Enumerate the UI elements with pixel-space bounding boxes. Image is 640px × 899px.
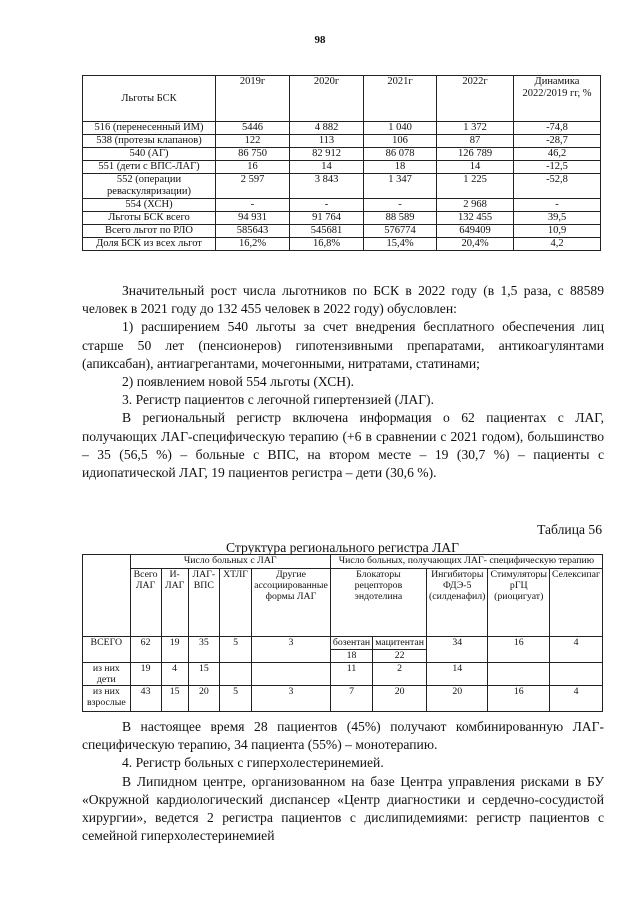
cell: 10,9 <box>514 225 601 238</box>
row-label: из них дети <box>83 663 131 686</box>
cell: 15 <box>188 663 219 686</box>
cell: 15,4% <box>364 238 437 251</box>
page-number: 98 <box>314 34 326 46</box>
cell: 576774 <box>364 225 437 238</box>
row-label: 552 (операции реваскуляризации) <box>83 174 216 199</box>
row-label: ВСЕГО <box>83 637 131 663</box>
row-label: Льготы БСК всего <box>83 212 216 225</box>
cell: 4,2 <box>514 238 601 251</box>
row-label: 551 (дети с ВПС-ЛАГ) <box>83 161 216 174</box>
cell: 106 <box>364 135 437 148</box>
col-header: ЛАГ-ВПС <box>188 569 219 637</box>
row-label: Всего льгот по РЛО <box>83 225 216 238</box>
cell: 5446 <box>216 122 290 135</box>
cell <box>488 663 550 686</box>
cell: -74,8 <box>514 122 601 135</box>
cell: 19 <box>161 637 188 663</box>
benefits-table <box>82 75 601 251</box>
cell: 16 <box>488 686 550 712</box>
cell: 126 789 <box>437 148 514 161</box>
cell: 132 455 <box>437 212 514 225</box>
col-header: Селексипаг <box>550 569 603 637</box>
table-header-row <box>83 76 601 122</box>
cell: 20 <box>373 686 427 712</box>
cell: -28,7 <box>514 135 601 148</box>
cell: -52,8 <box>514 174 601 199</box>
cell: -12,5 <box>514 161 601 174</box>
cell: 2 968 <box>437 199 514 212</box>
cell: 20 <box>427 686 488 712</box>
cell: 15 <box>161 686 188 712</box>
row-label: 516 (перенесенный ИМ) <box>83 122 216 135</box>
paragraph: Значительный рост числа льготников по БСК в 2022 году (в 1,5 раза, с 88589 человек в 2021 году до 132 455 человек в 2022 году) обусловлен: <box>82 283 604 317</box>
col-header: Всего ЛАГ <box>130 569 161 637</box>
cell: 4 <box>550 637 603 663</box>
blank-cell <box>83 555 131 637</box>
cell: 62 <box>130 637 161 663</box>
cell: 82 912 <box>290 148 364 161</box>
table-row <box>83 225 601 238</box>
cell: 16,2% <box>216 238 290 251</box>
paragraph: 2) появлением новой 554 льготы (ХСН). <box>122 374 355 390</box>
cell: 113 <box>290 135 364 148</box>
cell: 2 <box>373 663 427 686</box>
cell: 4 <box>550 686 603 712</box>
col-header: ХТЛГ <box>219 569 251 637</box>
col-header: Динамика 2022/2019 гг, % <box>514 76 601 122</box>
cell: 3 <box>252 686 331 712</box>
col-header: Стимуляторы рГЦ (риоцигуат) <box>488 569 550 637</box>
cell: 94 931 <box>216 212 290 225</box>
cell: 43 <box>130 686 161 712</box>
cell: 4 <box>161 663 188 686</box>
cell: 20 <box>188 686 219 712</box>
text-block-1 <box>82 282 604 482</box>
cell: 2 597 <box>216 174 290 199</box>
cell: 1 040 <box>364 122 437 135</box>
row-label: Доля БСК из всех льгот <box>83 238 216 251</box>
paragraph: В настоящее время 28 пациентов (45%) получают комбинированную ЛАГ-специфическую терапию, 34 пациента (55%) – монотерапию. <box>82 719 604 753</box>
col-header: Льготы БСК <box>83 76 216 122</box>
table-row <box>83 212 601 225</box>
col-header: 2022г <box>437 76 514 122</box>
cell <box>252 663 331 686</box>
col-header: Другие ассоциированные формы ЛАГ <box>252 569 331 637</box>
cell: 3 <box>252 637 331 663</box>
paragraph: В Липидном центре, организованном на базе Центра управления рисками в БУ «Окружной кардиологический диспансер «Центр диагностики и сердечно-сосудистой хирургии», ведется 2 регистра пациентов с дислипидемиями: регистр пациентов с семейной гиперхолестеринемией <box>82 773 604 844</box>
text-block-2 <box>82 718 604 845</box>
col-header: 2019г <box>216 76 290 122</box>
row-label: из них взрослые <box>83 686 131 712</box>
paragraph: В региональный регистр включена информация о 62 пациентах с ЛАГ, получающих ЛАГ-специфическую терапию (+6 в сравнении с 2021 годом), большинство – 35 (56,5 %) – больные с ВПС, на втором месте – 19 (30,7 %) – пациенты с идиопатической ЛАГ, 19 пациентов регистра – дети (30,6 %). <box>82 410 604 481</box>
cell: 91 764 <box>290 212 364 225</box>
cell: 11 <box>330 663 372 686</box>
cell: 1 372 <box>437 122 514 135</box>
lag-registry-table <box>82 554 603 712</box>
col-header: Блокаторы рецепторов эндотелина <box>330 569 426 637</box>
col-header: И-ЛАГ <box>161 569 188 637</box>
cell: 7 <box>330 686 372 712</box>
cell: 18 <box>330 650 372 663</box>
cell: 39,5 <box>514 212 601 225</box>
group-header: Число больных с ЛАГ <box>130 555 330 569</box>
cell: 35 <box>188 637 219 663</box>
cell: 22 <box>373 650 427 663</box>
sub-header: мацитентан <box>373 637 427 650</box>
cell: 46,2 <box>514 148 601 161</box>
cell: - <box>216 199 290 212</box>
cell: 14 <box>437 161 514 174</box>
cell: 5 <box>219 686 251 712</box>
col-header: Ингибиторы ФДЭ-5 (силденафил) <box>427 569 488 637</box>
table-row <box>83 174 601 199</box>
cell: 14 <box>290 161 364 174</box>
cell <box>550 663 603 686</box>
cell: 122 <box>216 135 290 148</box>
cell: 87 <box>437 135 514 148</box>
cell: 14 <box>427 663 488 686</box>
cell: 18 <box>364 161 437 174</box>
cell: 88 589 <box>364 212 437 225</box>
table-row <box>83 238 601 251</box>
cell: 16 <box>216 161 290 174</box>
row-label: 538 (протезы клапанов) <box>83 135 216 148</box>
cell: 5 <box>219 637 251 663</box>
sub-header: бозентан <box>330 637 372 650</box>
cell: 545681 <box>290 225 364 238</box>
col-header: 2020г <box>290 76 364 122</box>
group-header: Число больных, получающих ЛАГ- специфическую терапию <box>330 555 602 569</box>
cell: 1 225 <box>437 174 514 199</box>
cell: 20,4% <box>437 238 514 251</box>
paragraph: 1) расширением 540 льготы за счет внедрения бесплатного обеспечения лиц старше 50 лет (пенсионеров) гипотензивными препаратами, антикоагулянтами (апиксабан), антиагрегантами, мочегонными, нитратами, статинами; <box>82 319 604 371</box>
cell: - <box>290 199 364 212</box>
cell: 1 347 <box>364 174 437 199</box>
cell: 3 843 <box>290 174 364 199</box>
paragraph: 4. Регистр больных с гиперхолестеринемией. <box>122 755 384 771</box>
cell: 16 <box>488 637 550 663</box>
table-number: Таблица 56 <box>537 522 602 537</box>
table-row <box>83 199 601 212</box>
row-label: 540 (АГ) <box>83 148 216 161</box>
cell <box>219 663 251 686</box>
cell: - <box>514 199 601 212</box>
row-label: 554 (ХСН) <box>83 199 216 212</box>
cell: 86 750 <box>216 148 290 161</box>
cell: 585643 <box>216 225 290 238</box>
cell: 86 078 <box>364 148 437 161</box>
cell: 649409 <box>437 225 514 238</box>
cell: 4 882 <box>290 122 364 135</box>
cell: - <box>364 199 437 212</box>
table-row <box>83 148 601 161</box>
cell: 16,8% <box>290 238 364 251</box>
cell: 19 <box>130 663 161 686</box>
col-header: 2021г <box>364 76 437 122</box>
paragraph: 3. Регистр пациентов с легочной гипертензией (ЛАГ). <box>122 392 434 408</box>
table-row <box>83 161 601 174</box>
cell: 34 <box>427 637 488 663</box>
table-title: Структура регионального регистра ЛАГ <box>226 540 459 555</box>
table-row <box>83 122 601 135</box>
table-row <box>83 135 601 148</box>
